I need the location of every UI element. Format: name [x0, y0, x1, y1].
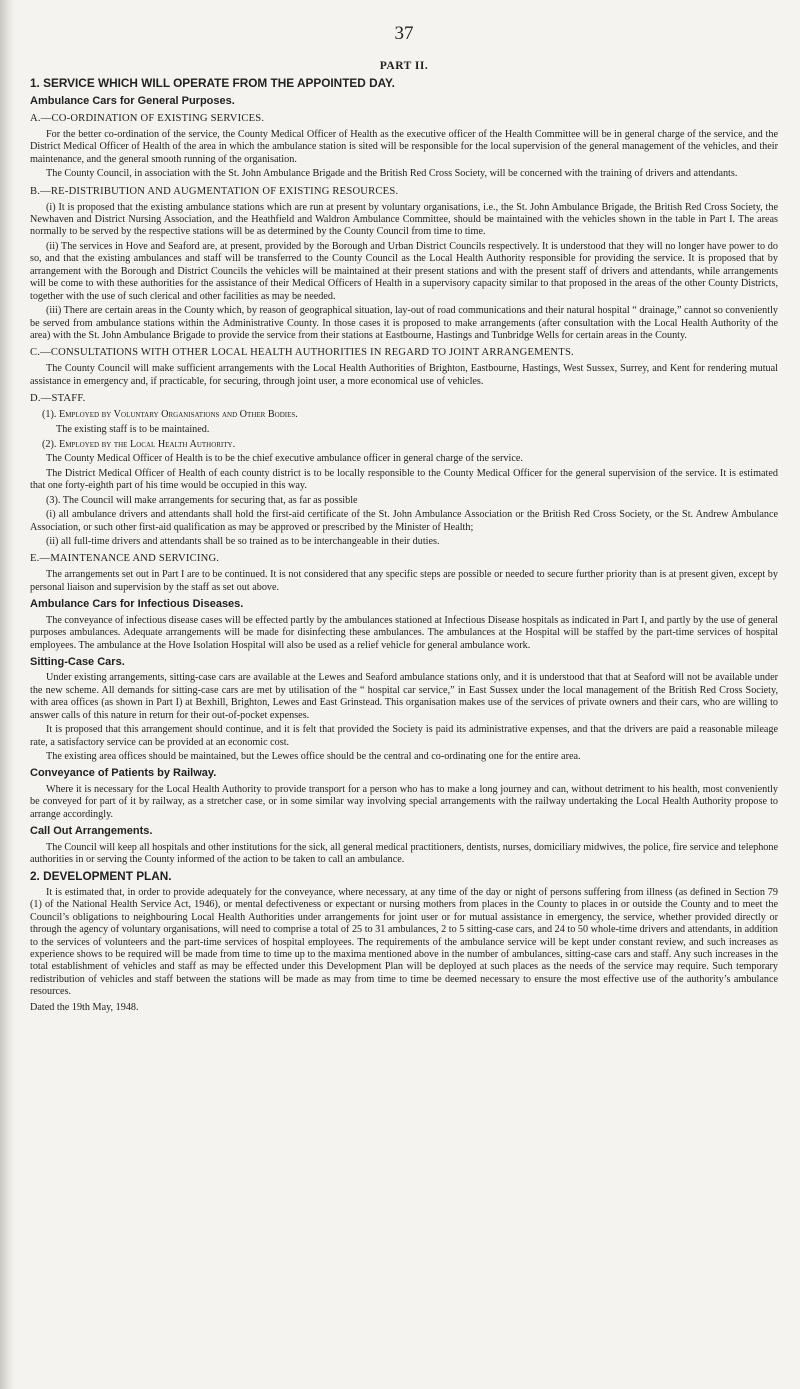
document-page: [30, 22, 778, 1016]
sitting-case-paragraph: Under existing arrangements, sitting-case cars are available at the Lewes and Seaford ambulance stations only, and it is understood that that at Seaford will not be available under the new scheme. All demands for sitting-case cars are met by utilisation of the “ hospital car service,” in East Sussex under the local management of the British Red Cross Society, with area offices (as shown in Part I) at Bexhill, Brighton, Lewes and East Grinstead. This organisation makes use of the services of private owners and their cars, who are willing to answer calls of this nature in return for their out-of-pocket expenses.: [30, 672, 778, 721]
page-binding-edge: [0, 0, 14, 1389]
section-a-paragraph: The County Council, in association with the St. John Ambulance Brigade and the British Red Cross Society, will be concerned with the training of drivers and attendants.: [46, 168, 738, 180]
staff-paragraph: The District Medical Officer of Health of each county district is to be locally responsible to the County Medical Officer for the general supervision of the service. It is estimated that one forty-eighth part of his time would be occupied in this way.: [30, 467, 778, 492]
section-b-paragraph: (ii) The services in Hove and Seaford are, at present, provided by the Borough and Urban District Councils respectively. It is understood that they will no longer have power to do so, and that the existing ambulances and staff will be transferred to the County Council as the Local Health Authority responsible for providing the service. It is proposed that by arrangement with the Borough and District Councils the vehicles will be maintained at their present stations and with the present staff of drivers and attendants, while arrangements will be come to with these authorities for the assistance of their Medical Officers of Health in a supervisory capacity similar to that proposed in the areas of the other County Districts, together with the use of such clerical and other facilities as may be needed.: [30, 240, 778, 302]
section-c-heading: C.—CONSULTATIONS WITH OTHER LOCAL HEALTH AUTHORITIES IN REGARD TO JOINT ARRANGEMENTS.: [30, 347, 574, 359]
section-c-paragraph: The County Council will make sufficient arrangements with the Local Health Authorities of Brighton, Eastbourne, Hastings, West Sussex, Surrey, and Kent for rendering mutual assistance in emergency and, if practicable, for securing, through joint user, a more economical use of vehicles.: [30, 363, 778, 387]
staff-paragraph: (3). The Council will make arrangements for securing that, as far as possible: [46, 494, 358, 506]
dated-line: Dated the 19th May, 1948.: [30, 1001, 139, 1013]
sitting-case-cars-heading: Sitting-Case Cars.: [30, 656, 125, 668]
infectious-diseases-heading: Ambulance Cars for Infectious Diseases.: [30, 598, 244, 611]
infectious-diseases-paragraph: The conveyance of infectious disease cases will be effected partly by the ambulances stationed at Infectious Disease hospitals as indicated in Part I, and partly by the use of general purposes ambulances. Adequate arrangements will be made for disinfecting these ambulances. The ambulances at the Hospital will be staffed by the part-time services of hospital employees. The ambulance at the Hove Isolation Hospital will also be used as a relief vehicle for general ambulance work.: [30, 614, 778, 651]
section-b-paragraph: (i) It is proposed that the existing ambulance stations which are run at present by voluntary organisations, i.e., the St. John Ambulance Brigade, the British Red Cross Society, the Newhaven and District Nursing Association, and the Heathfield and Waldron Ambulance Committee, should be maintained with the vehicles shown in the table in Part I. The areas normally to be served by the respective stations will be as determined by the County Council from time to time.: [30, 201, 778, 238]
railway-paragraph: Where it is necessary for the Local Health Authority to provide transport for a person who has to make a long journey and can, without detriment to his health, most conveniently be conveyed for part of it by railway, as a stretcher case, or in some similar way involving special arrangements with the railway undertaking the Local Health Authority propose to arrange accordingly.: [30, 783, 778, 820]
sitting-case-paragraph: The existing area offices should be maintained, but the Lewes office should be the central and co-ordinating one for the entire area.: [46, 751, 581, 763]
staff-paragraph: (i) all ambulance drivers and attendants shall hold the first-aid certificate of the St. John Ambulance Association or the British Red Cross Society, or the St. Andrew Ambulance Association, or such other first-aid qualification as may be approved or prescribed by the Minister of Health;: [30, 509, 778, 533]
development-plan-heading: 2. DEVELOPMENT PLAN.: [30, 869, 172, 884]
section-b-heading: B.—RE-DISTRIBUTION AND AUGMENTATION OF EXISTING RESOURCES.: [30, 185, 399, 197]
sitting-case-paragraph: It is proposed that this arrangement should continue, and it is felt that provided the Society is paid its administrative expenses, and that the drivers are paid a reasonable mileage rate, a satisfactory service can be provided at an economic cost.: [30, 724, 778, 748]
railway-heading: Conveyance of Patients by Railway.: [30, 767, 217, 780]
part-title: PART II.: [379, 60, 429, 73]
section-e-heading: E.—MAINTENANCE AND SERVICING.: [30, 553, 220, 565]
call-out-paragraph: The Council will keep all hospitals and other institutions for the sick, all general medical practitioners, dentists, nurses, domiciliary midwives, the police, fire service and telephone authorities in or serving the County informed of the action to be taken to call an ambulance.: [30, 841, 778, 866]
page-number: 37: [394, 23, 414, 44]
staff-subheading: (1). Employed by Voluntary Organisations and Other Bodies.: [42, 409, 298, 421]
section-a-heading: A.—CO-ORDINATION OF EXISTING SERVICES.: [30, 112, 265, 124]
staff-subheading: (2). Employed by the Local Health Authority.: [42, 438, 236, 450]
section-1-heading: 1. SERVICE WHICH WILL OPERATE FROM THE APPOINTED DAY.: [30, 76, 395, 91]
section-d-heading: D.—STAFF.: [30, 393, 86, 405]
staff-paragraph: (ii) all full-time drivers and attendants shall be so trained as to be interchangeable in their duties.: [46, 536, 440, 548]
staff-paragraph: The County Medical Officer of Health is to be the chief executive ambulance officer in general charge of the service.: [46, 453, 523, 465]
call-out-heading: Call Out Arrangements.: [30, 825, 153, 838]
development-plan-paragraph: It is estimated that, in order to provide adequately for the conveyance, where necessary, at any time of the day or night of persons suffering from illness (as defined in Section 79 (1) of the National Health Service Act, 1946), or mental defectiveness or expectant or nursing mothers from places in the County to places in or outside the County and to meet the Council’s obligations to neighbouring Local Health Authorities under arrangements for joint user or for mutual assistance in emergency, the service, whether provided directly or through the agency of voluntary organisations, will need to comprise a total of 25 to 31 ambulances, 2 to 5 sitting-case cars, and 24 to 50 whole-time drivers and attendants, in addition to the services of volunteers and the part-time services of hospital employees. The requirements of the ambulance service will be kept under constant review, and such increases as experience shows to be required will be made from time to time up to the maxima mentioned above in the number of ambulances, sitting-case cars and staff. Any such increases in the total establishment of vehicles and staff as may be effected under this Development Plan will be deployed at such places as the needs of the service may require. Such temporary redistribution of vehicles and staff between the stations will be made as may from time to time be deemed necessary to ensure the most effective use of the authority’s ambulance resources.: [30, 886, 778, 998]
section-b-paragraph: (iii) There are certain areas in the County which, by reason of geographical situation, lay-out of road communications and their natural hospital “ drainage,” cannot so conveniently be served from ambulance stations within the Administrative County. In those cases it is proposed to make arrangements (after consultation with the Local Health Authority of the area) with the St. John Ambulance Brigade to provide the service from their stations at Eastbourne, Hastings and Tunbridge Wells for certain areas in the County.: [30, 305, 778, 341]
staff-paragraph: The existing staff is to be maintained.: [56, 423, 210, 435]
general-purposes-heading: Ambulance Cars for General Purposes.: [30, 94, 235, 107]
section-e-paragraph: The arrangements set out in Part I are to be continued. It is not considered that any specific steps are possible or needed to secure further priority than is at present given, except by personal liaison and supervision by the staff as set out above.: [30, 569, 778, 593]
section-a-paragraph: For the better co-ordination of the service, the County Medical Officer of Health as the executive officer of the Health Committee will be in general charge of the service, and the District Medical Officer of Health of the area in which the ambulance station is sited will be responsible for the local supervision of the general management of the vehicles, and their maintenance, and the general smooth running of the organisation.: [30, 128, 778, 165]
